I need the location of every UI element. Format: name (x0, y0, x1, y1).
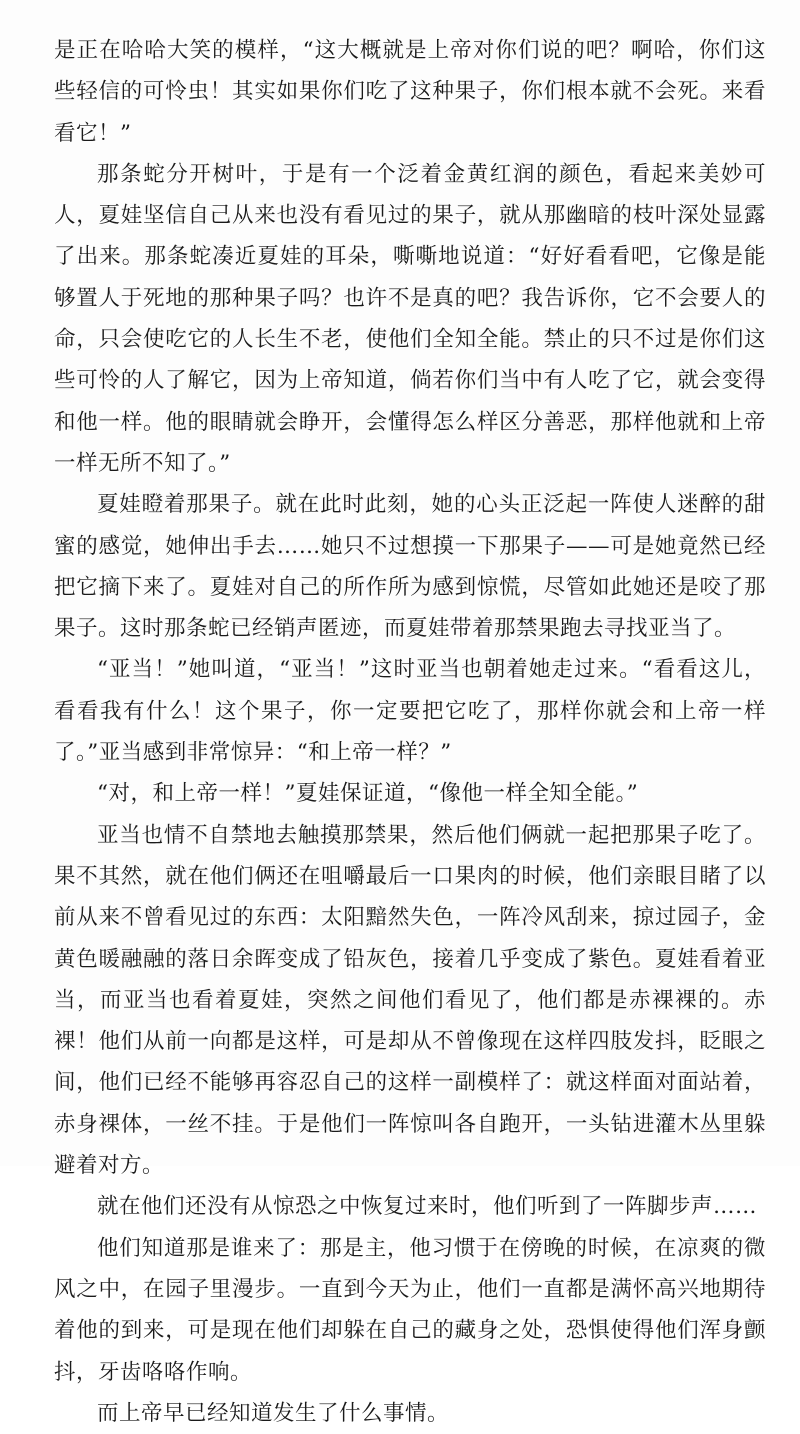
paragraph-8: 他们知道那是谁来了：那是主，他习惯于在傍晚的时候，在凉爽的微风之中，在园子里漫步。一直到今天为止，他们一直都是满怀高兴地期待着他的到来，可是现在他们却躲在自己的藏身之处，恐惧使得他们浑身颤抖，牙齿咯咯作响。 (54, 1235, 766, 1385)
paragraph-5: “对，和上帝一样！”夏娃保证道，“像他一样全知全能。” (97, 781, 639, 807)
paragraph-3: 夏娃瞪着那果子。就在此时此刻，她的心头正泛起一阵使人迷醉的甜蜜的感觉，她伸出手去……她只不过想摸一下那果子——可是她竟然已经把它摘下来了。夏娃对自己的所作所为感到惊慌，尽管如此她还是咬了那果子。这时那条蛇已经销声匿迹，而夏娃带着那禁果跑去寻找亚当了。 (54, 492, 766, 642)
paragraph-6: 亚当也情不自禁地去触摸那禁果，然后他们俩就一起把那果子吃了。果不其然，就在他们俩还在咀嚼最后一口果肉的时候，他们亲眼目睹了以前从来不曾看见过的东西：太阳黯然失色，一阵冷风刮来，掠过园子，金黄色暖融融的落日余晖变成了铅灰色，接着几乎变成了紫色。夏娃看着亚当，而亚当也看着夏娃，突然之间他们看见了，他们都是赤裸裸的。赤裸！他们从前一向都是这样，可是却从不曾像现在这样四肢发抖，眨眼之间，他们已经不能够再容忍自己的这样一副模样了：就这样面对面站着，赤身裸体，一丝不挂。于是他们一阵惊叫各自跑开，一头钻进灌木丛里躲避着对方。 (54, 822, 766, 1179)
paragraph-7: 就在他们还没有从惊恐之中恢复过来时，他们听到了一阵脚步声…… (97, 1194, 758, 1220)
paragraph-4: “亚当！”她叫道，“亚当！”这时亚当也朝着她走过来。“看看这儿，看看我有什么！这个果子，你一定要把它吃了，那样你就会和上帝一样了。”亚当感到非常惊异：“和上帝一样？” (54, 657, 766, 766)
body-text (54, 30, 766, 1434)
paragraph-2: 那条蛇分开树叶，于是有一个泛着金黄红润的颜色，看起来美妙可人，夏娃坚信自己从来也没有看见过的果子，就从那幽暗的枝叶深处显露了出来。那条蛇凑近夏娃的耳朵，嘶嘶地说道：“好好看看吧，它像是能够置人于死地的那种果子吗？也许不是真的吧？我告诉你，它不会要人的命，只会使吃它的人长生不老，使他们全知全能。禁止的只不过是你们这些可怜的人了解它，因为上帝知道，倘若你们当中有人吃了它，就会变得和他一样。他的眼睛就会睁开，会懂得怎么样区分善恶，那样他就和上帝一样无所不知了。” (54, 161, 766, 476)
paragraph-9: 而上帝早已经知道发生了什么事情。 (97, 1400, 450, 1426)
paragraph-1: 是正在哈哈大笑的模样，“这大概就是上帝对你们说的吧？啊哈，你们这些轻信的可怜虫！其实如果你们吃了这种果子，你们根本就不会死。来看看它！” (54, 38, 766, 146)
